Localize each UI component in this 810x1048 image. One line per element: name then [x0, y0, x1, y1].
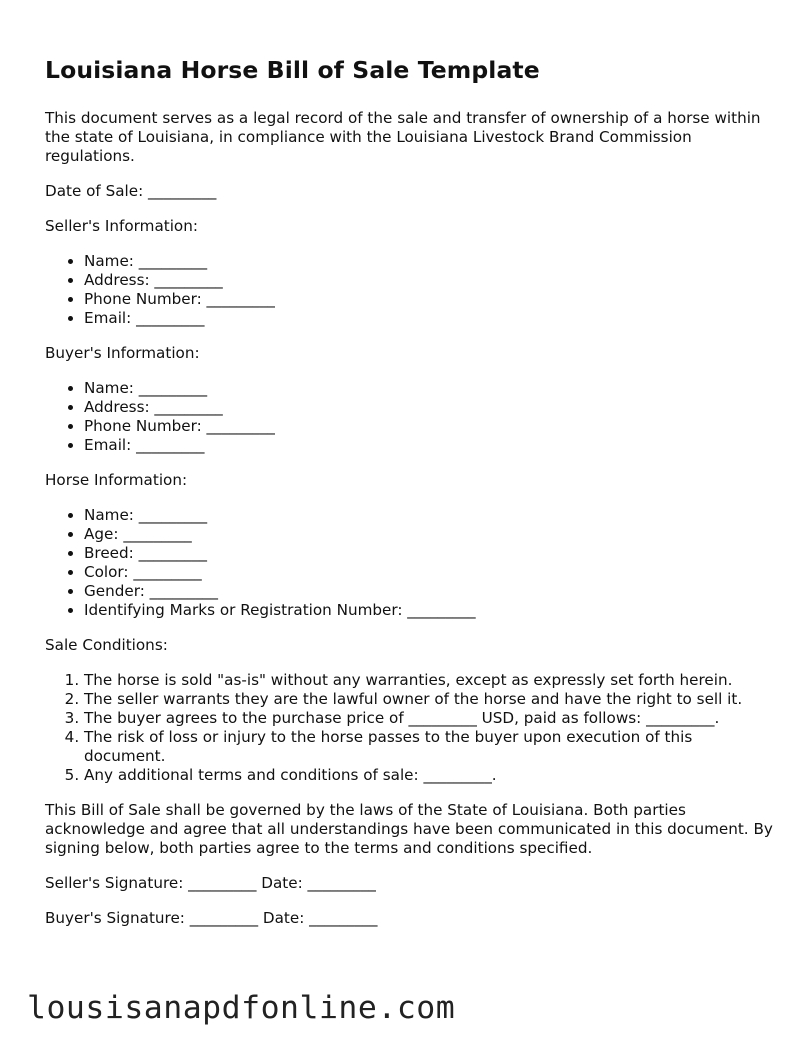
seller-address-field: • Address: _________ — [84, 271, 775, 290]
buyer-email-field: • Email: _________ — [84, 436, 775, 455]
horse-age-field: • Age: _________ — [84, 525, 775, 544]
document-title: Louisiana Horse Bill of Sale Template — [45, 56, 540, 84]
document-body — [45, 56, 775, 944]
horse-color-field: • Color: _________ — [84, 563, 775, 582]
condition-item: 5. Any additional terms and conditions of sale: _________. — [84, 766, 775, 785]
buyer-name-field: • Name: _________ — [84, 379, 775, 398]
buyer-signature-line: Buyer's Signature: _________ Date: _________ — [45, 909, 378, 927]
buyer-info-list — [45, 379, 775, 455]
condition-item: 4. The risk of loss or injury to the horse passes to the buyer upon execution of this document. — [84, 728, 775, 766]
sale-conditions-heading: Sale Conditions: — [45, 636, 168, 654]
seller-name-field: • Name: _________ — [84, 252, 775, 271]
footer-watermark: lousisanapdfonline.com — [27, 990, 456, 1026]
horse-info-heading: Horse Information: — [45, 471, 188, 489]
horse-gender-field: • Gender: _________ — [84, 582, 775, 601]
seller-signature-line: Seller's Signature: _________ Date: _________ — [45, 874, 376, 892]
seller-info-list — [45, 252, 775, 328]
condition-item: 1. The horse is sold "as-is" without any warranties, except as expressly set forth herein. — [84, 671, 775, 690]
date-of-sale-line: Date of Sale: _________ — [45, 182, 217, 200]
condition-item: 2. The seller warrants they are the lawful owner of the horse and have the right to sell it. — [84, 690, 775, 709]
sale-conditions-list — [45, 671, 775, 785]
horse-name-field: • Name: _________ — [84, 506, 775, 525]
intro-paragraph: This document serves as a legal record of the sale and transfer of ownership of a horse within the state of Louisiana, in compliance with the Louisiana Livestock Brand Commission regulations. — [45, 109, 761, 165]
horse-marks-field: • Identifying Marks or Registration Number: _________ — [84, 601, 775, 620]
buyer-phone-field: • Phone Number: _________ — [84, 417, 775, 436]
governing-law-paragraph: This Bill of Sale shall be governed by the laws of the State of Louisiana. Both parties acknowledge and agree that all understandings have been communicated in this document. By signing below, both parties agree to the terms and conditions specified. — [45, 801, 773, 857]
horse-info-list — [45, 506, 775, 620]
seller-info-heading: Seller's Information: — [45, 217, 198, 235]
condition-item: 3. The buyer agrees to the purchase price of _________ USD, paid as follows: _________. — [84, 709, 775, 728]
seller-email-field: • Email: _________ — [84, 309, 775, 328]
seller-phone-field: • Phone Number: _________ — [84, 290, 775, 309]
buyer-info-heading: Buyer's Information: — [45, 344, 200, 362]
horse-breed-field: • Breed: _________ — [84, 544, 775, 563]
buyer-address-field: • Address: _________ — [84, 398, 775, 417]
